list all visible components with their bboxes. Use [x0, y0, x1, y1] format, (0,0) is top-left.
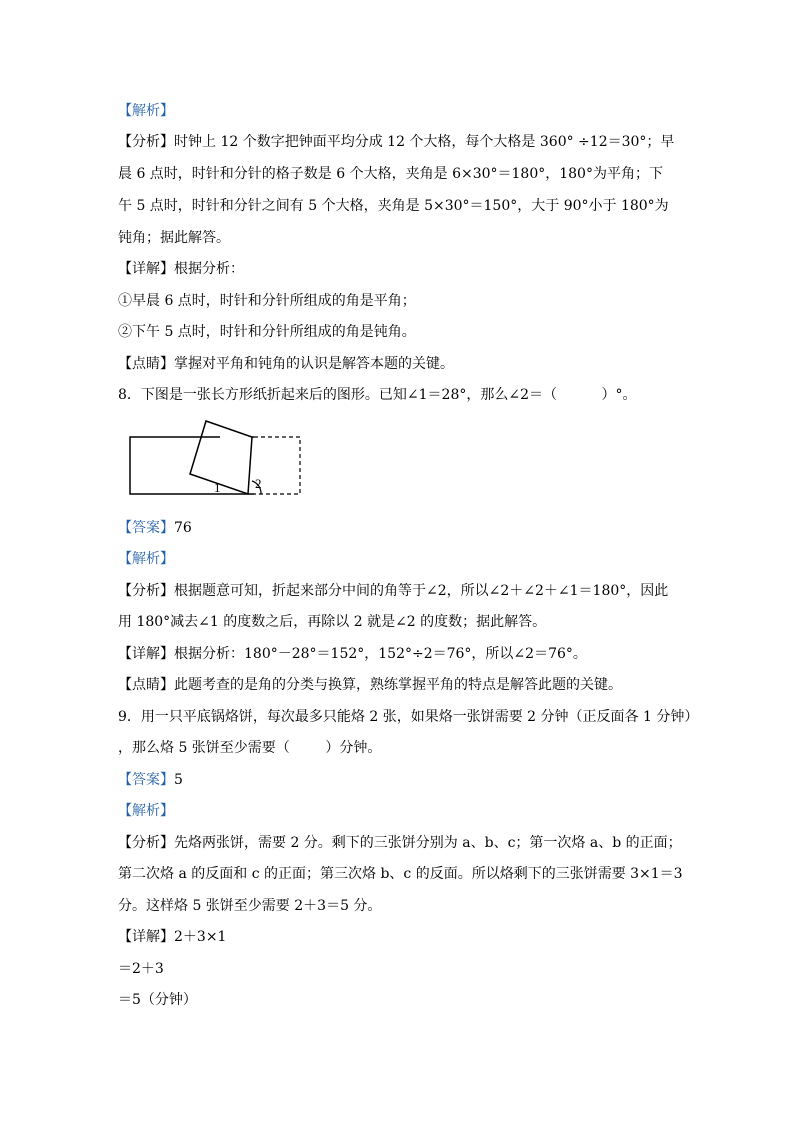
jiexi-tag: 【解析】	[118, 103, 174, 119]
folded-flap	[190, 421, 252, 494]
xiangjie-tag: 【详解】	[118, 261, 174, 277]
fenxi-line: 分。这样烙 5 张饼至少需要 2＋3＝5 分。	[118, 898, 382, 914]
fenxi-text: 时钟上 12 个数字把钟面平均分成 12 个大格，每个大格是 360° ÷12＝30°；早	[174, 134, 675, 150]
xiangjie-tag: 【详解】	[118, 929, 174, 945]
question-9-line: ，那么烙 5 张饼至少需要（ ）分钟。	[118, 740, 382, 756]
answer-line	[118, 770, 183, 790]
fenxi-line	[118, 581, 668, 601]
angle-2-label: 2	[255, 476, 262, 491]
fenxi-tag: 【分析】	[118, 134, 174, 150]
answer-tag: 【答案】	[118, 520, 174, 536]
xiangjie-line	[118, 259, 244, 279]
fenxi-tag: 【分析】	[118, 835, 174, 851]
fenxi-line	[118, 833, 682, 853]
xiangjie-text: 2＋3×1	[174, 929, 227, 945]
calc-step: ＝5（分钟）	[118, 992, 197, 1008]
fenxi-line: 午 5 点时，时针和分针之间有 5 个大格，夹角是 5×30°＝150°，大于 90°小于 180°为	[118, 198, 669, 214]
question-9-line: 9．用一只平底锅烙饼，每次最多只能烙 2 张，如果烙一张饼需要 2 分钟（正反面各 1 分钟）	[118, 709, 699, 725]
jiexi-tag: 【解析】	[118, 803, 174, 819]
fenxi-line: 第二次烙 a 的反面和 c 的正面；第三次烙 b、c 的反面。所以烙剩下的三张饼需要 3×1＝3	[118, 866, 683, 882]
dianjing-line	[118, 354, 454, 374]
answer-line	[118, 518, 192, 538]
dianjing-tag: 【点睛】	[118, 356, 174, 372]
answer-value: 5	[174, 772, 183, 788]
answer-tag: 【答案】	[118, 772, 174, 788]
jiexi-tag: 【解析】	[118, 551, 174, 567]
dianjing-line	[118, 675, 622, 695]
dianjing-tag: 【点睛】	[118, 677, 174, 693]
fenxi-line: 晨 6 点时，时针和分针的格子数是 6 个大格，夹角是 6×30°＝180°，180°为平角；下	[118, 166, 663, 182]
dianjing-text: 掌握对平角和钝角的认识是解答本题的关键。	[174, 356, 454, 372]
list-item: ①早晨 6 点时，时针和分针所组成的角是平角；	[118, 293, 416, 309]
calc-step: ＝2＋3	[118, 961, 164, 977]
dianjing-text: 此题考查的是角的分类与换算，熟练掌握平角的特点是解答此题的关键。	[174, 677, 622, 693]
fenxi-line: 钝角；据此解答。	[118, 230, 230, 246]
list-item: ②下午 5 点时，时针和分针所组成的角是钝角。	[118, 324, 416, 340]
xiangjie-text: 根据分析：	[174, 261, 244, 277]
fenxi-text: 先烙两张饼，需要 2 分。剩下的三张饼分别为 a、b、c；第一次烙 a、b 的正面；	[174, 835, 682, 851]
xiangjie-text: 根据分析：180°－28°＝152°，152°÷2＝76°，所以∠2＝76°。	[174, 646, 587, 662]
fenxi-text: 根据题意可知，折起来部分中间的角等于∠2，所以∠2＋∠2＋∠1＝180°，因此	[174, 583, 669, 599]
fenxi-line: 用 180°减去∠1 的度数之后，再除以 2 就是∠2 的度数；据此解答。	[118, 614, 547, 630]
folded-rectangle-figure	[128, 419, 308, 505]
xiangjie-line	[118, 927, 226, 947]
xiangjie-line	[118, 644, 587, 664]
angle-1-label: 1	[214, 480, 221, 495]
fenxi-tag: 【分析】	[118, 583, 174, 599]
xiangjie-tag: 【详解】	[118, 646, 174, 662]
folded-rectangle-diagram	[128, 419, 308, 501]
answer-value: 76	[174, 520, 192, 536]
question-8: 8．下图是一张长方形纸折起来后的图形。已知∠1＝28°，那么∠2＝（ ）°。	[118, 387, 637, 403]
fenxi-line	[118, 132, 674, 152]
